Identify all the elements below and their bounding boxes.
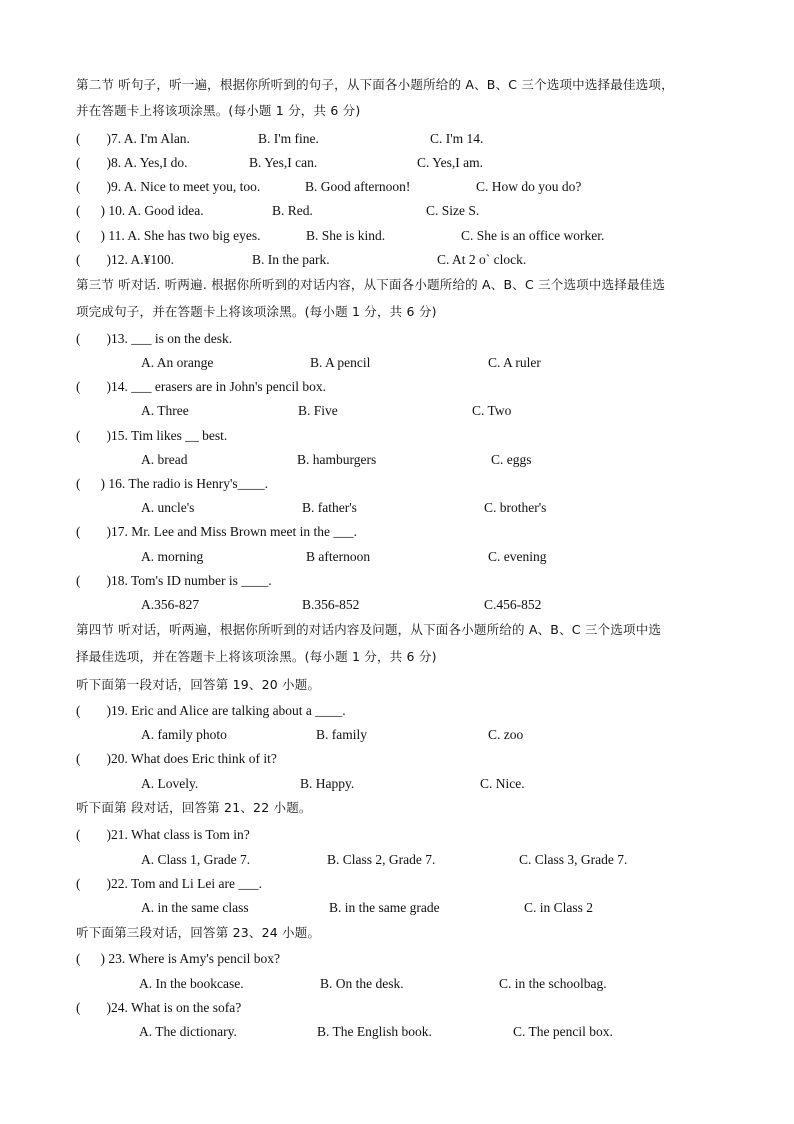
q10-option-b: B. Red.: [272, 203, 313, 218]
q21-option-a: A. Class 1, Grade 7.: [141, 852, 251, 867]
q7-option-c: C. I'm 14.: [430, 131, 484, 146]
question-8: ( )8. A. Yes,I do.: [76, 155, 188, 170]
q19-option-c: C. zoo: [488, 727, 524, 742]
q14-option-a: A. Three: [141, 403, 189, 418]
q17-option-b: B afternoon: [306, 549, 371, 564]
q8-option-b: B. Yes,I can.: [249, 155, 318, 170]
q11-option-c: C. She is an office worker.: [461, 228, 605, 243]
question-16: ( ) 16. The radio is Henry's____.: [76, 476, 269, 491]
q20-option-b: B. Happy.: [300, 776, 355, 791]
q13-option-a: A. An orange: [141, 355, 214, 370]
q16-option-c: C. brother's: [484, 500, 547, 515]
q19-stem: 19. Eric and Alice are talking about a ____.: [111, 703, 346, 718]
question-9: ( )9. A. Nice to meet you, too.: [76, 179, 261, 194]
q23-option-a: A. In the bookcase.: [139, 976, 244, 991]
dialogue-3-instruction: 听下面第三段对话，回答第 23、24 小题。: [76, 925, 321, 940]
q7-stem: 7. A. I'm Alan.: [111, 131, 190, 146]
section3-intro-line2: 项完成句子，并在答题卡上将该项涂黑。(每小题 1 分，共 6 分): [76, 304, 437, 319]
q20-option-c: C. Nice.: [480, 776, 525, 791]
q15-option-c: C. eggs: [491, 452, 532, 467]
question-12: ( )12. A.¥100.: [76, 252, 175, 267]
q9-option-c: C. How do you do?: [476, 179, 582, 194]
question-22: ( )22. Tom and Li Lei are ___.: [76, 876, 263, 891]
q14-stem: 14. ___ erasers are in John's pencil box.: [111, 379, 327, 394]
question-11: ( ) 11. A. She has two big eyes.: [76, 228, 261, 243]
question-21: ( )21. What class is Tom in?: [76, 827, 250, 842]
q8-stem: 8. A. Yes,I do.: [111, 155, 188, 170]
question-20: ( )20. What does Eric think of it?: [76, 751, 277, 766]
q18-option-c: C.456-852: [484, 597, 542, 612]
q23-option-b: B. On the desk.: [320, 976, 404, 991]
q20-option-a: A. Lovely.: [141, 776, 199, 791]
q23-stem: 23. Where is Amy's pencil box?: [108, 951, 281, 966]
q12-stem: 12. A.¥100.: [111, 252, 175, 267]
q22-stem: 22. Tom and Li Lei are ___.: [111, 876, 263, 891]
q15-option-b: B. hamburgers: [297, 452, 377, 467]
q20-stem: 20. What does Eric think of it?: [111, 751, 277, 766]
question-19: ( )19. Eric and Alice are talking about a ____.: [76, 703, 346, 718]
q14-option-c: C. Two: [472, 403, 512, 418]
q10-stem: 10. A. Good idea.: [108, 203, 204, 218]
dialogue-2-instruction: 听下面第 段对话，回答第 21、22 小题。: [76, 800, 312, 815]
question-7: ( )7. A. I'm Alan.: [76, 131, 190, 146]
dialogue-1-instruction: 听下面第一段对话，回答第 19、20 小题。: [76, 677, 321, 692]
q13-option-b: B. A pencil: [310, 355, 371, 370]
q16-option-a: A. uncle's: [141, 500, 195, 515]
section3-intro-line1: 第三节 听对话. 听两遍. 根据你所听到的对话内容，从下面各小题所给的 A、B、C 三个选项中选择最佳选: [76, 277, 666, 292]
q17-option-a: A. morning: [141, 549, 204, 564]
q17-stem: 17. Mr. Lee and Miss Brown meet in the ___.: [111, 524, 357, 539]
q10-option-c: C. Size S.: [426, 203, 480, 218]
q24-stem: 24. What is on the sofa?: [111, 1000, 242, 1015]
q13-option-c: C. A ruler: [488, 355, 541, 370]
q18-option-a: A.356-827: [141, 597, 200, 612]
question-18: ( )18. Tom's ID number is ____.: [76, 573, 272, 588]
section2-intro-line1: 第二节 听句子，听一遍，根据你所听到的句子，从下面各小题所给的 A、B、C 三个选项中选择最佳选项，: [76, 77, 674, 92]
q13-stem: 13. ___ is on the desk.: [111, 331, 233, 346]
q23-option-c: C. in the schoolbag.: [499, 976, 607, 991]
section4-intro-line2: 择最佳选项，并在答题卡上将该项涂黑。(每小题 1 分，共 6 分): [76, 649, 437, 664]
q18-option-b: B.356-852: [302, 597, 360, 612]
q21-option-c: C. Class 3, Grade 7.: [519, 852, 628, 867]
q12-option-c: C. At 2 o` clock.: [437, 252, 527, 267]
section2-intro-line2: 并在答题卡上将该项涂黑。(每小题 1 分，共 6 分): [76, 103, 361, 118]
q15-stem: 15. Tim likes __ best.: [111, 428, 228, 443]
q19-option-a: A. family photo: [141, 727, 227, 742]
q21-option-b: B. Class 2, Grade 7.: [327, 852, 436, 867]
q11-stem: 11. A. She has two big eyes.: [108, 228, 261, 243]
question-13: ( )13. ___ is on the desk.: [76, 331, 233, 346]
question-15: ( )15. Tim likes __ best.: [76, 428, 228, 443]
q16-option-b: B. father's: [302, 500, 357, 515]
q22-option-c: C. in Class 2: [524, 900, 594, 915]
q19-option-b: B. family: [316, 727, 367, 742]
q9-stem: 9. A. Nice to meet you, too.: [111, 179, 261, 194]
question-17: ( )17. Mr. Lee and Miss Brown meet in the ___.: [76, 524, 357, 539]
q21-stem: 21. What class is Tom in?: [111, 827, 250, 842]
question-10: ( ) 10. A. Good idea.: [76, 203, 204, 218]
q24-option-b: B. The English book.: [317, 1024, 432, 1039]
q11-option-b: B. She is kind.: [306, 228, 386, 243]
q12-option-b: B. In the park.: [252, 252, 330, 267]
q8-option-c: C. Yes,I am.: [417, 155, 484, 170]
q7-option-b: B. I'm fine.: [258, 131, 319, 146]
q24-option-a: A. The dictionary.: [139, 1024, 237, 1039]
q15-option-a: A. bread: [141, 452, 188, 467]
q16-stem: 16. The radio is Henry's____.: [108, 476, 269, 491]
question-23: ( ) 23. Where is Amy's pencil box?: [76, 951, 281, 966]
q18-stem: 18. Tom's ID number is ____.: [111, 573, 272, 588]
q9-option-b: B. Good afternoon!: [305, 179, 411, 194]
section4-intro-line1: 第四节 听对话，听两遍，根据你所听到的对话内容及问题，从下面各小题所给的 A、B、C 三个选项中选: [76, 622, 662, 637]
question-24: ( )24. What is on the sofa?: [76, 1000, 242, 1015]
q17-option-c: C. evening: [488, 549, 547, 564]
q14-option-b: B. Five: [298, 403, 338, 418]
question-14: ( )14. ___ erasers are in John's pencil box.: [76, 379, 327, 394]
q22-option-a: A. in the same class: [141, 900, 249, 915]
q22-option-b: B. in the same grade: [329, 900, 440, 915]
q24-option-c: C. The pencil box.: [513, 1024, 613, 1039]
